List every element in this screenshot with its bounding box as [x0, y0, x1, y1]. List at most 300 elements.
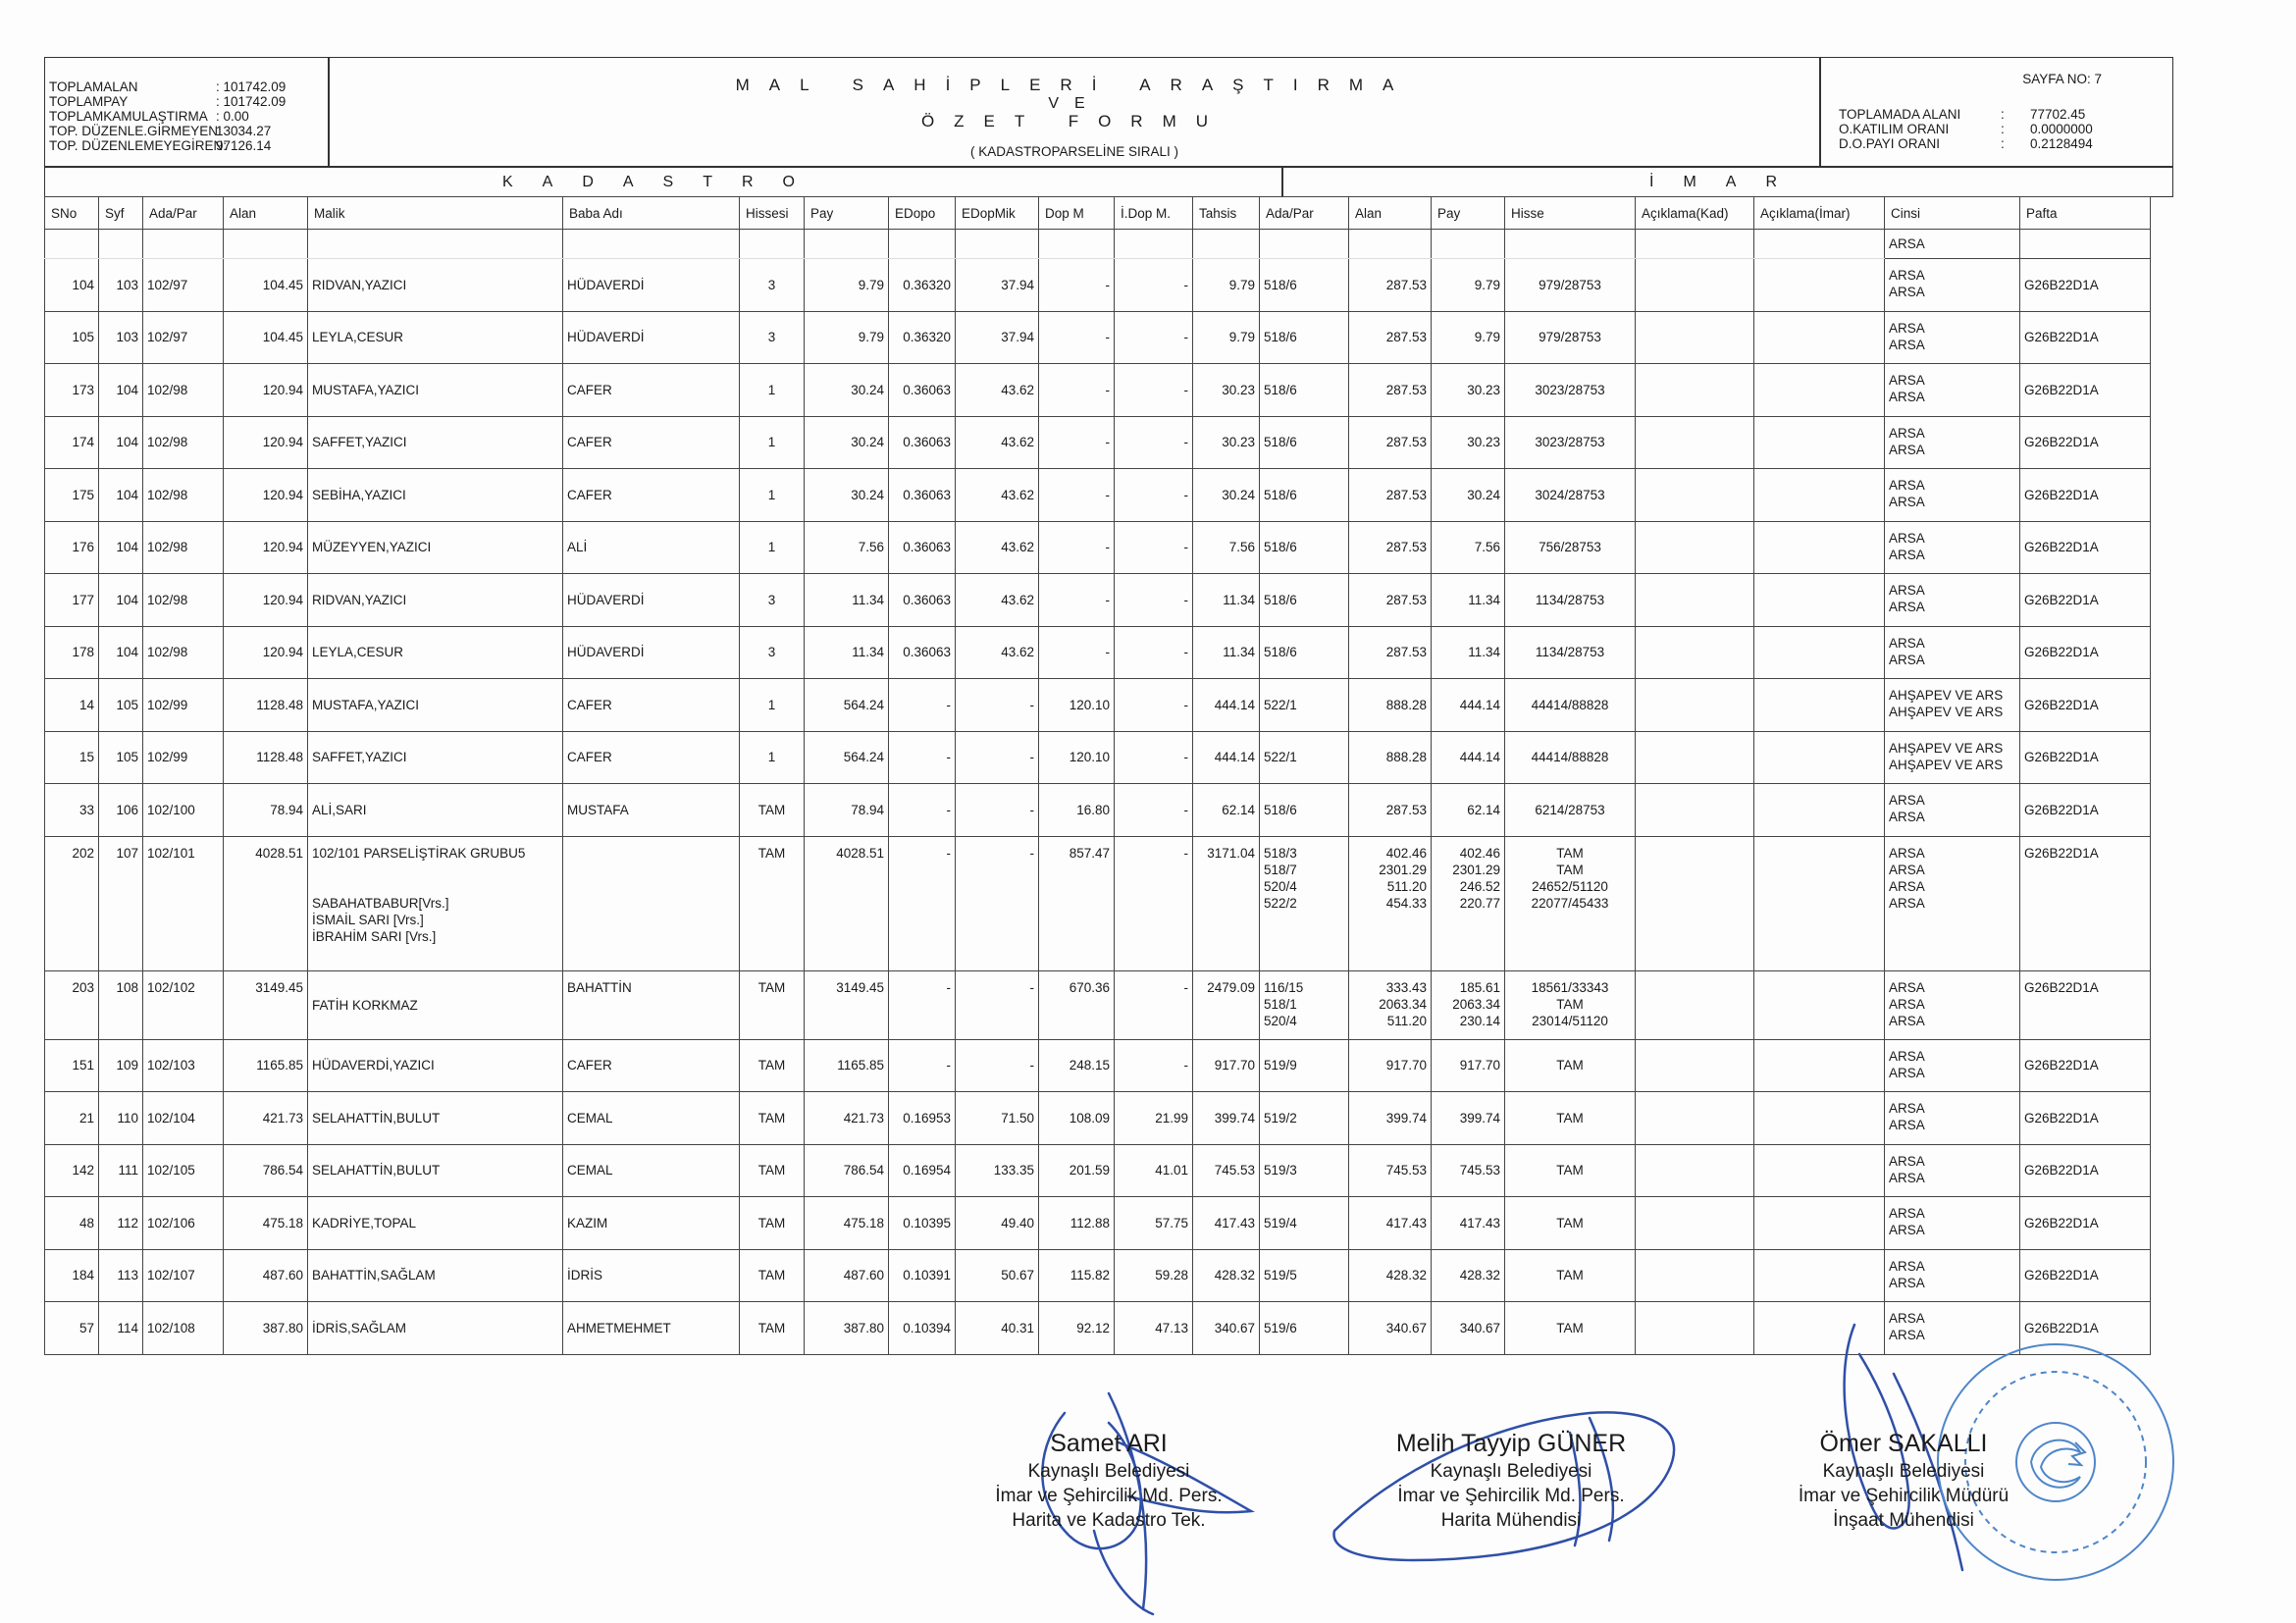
table-cell-syf: 112 — [99, 1197, 143, 1250]
table-cell-iadapar: 519/6 — [1260, 1302, 1349, 1355]
table-cell-pay: 421.73 — [805, 1092, 889, 1145]
table-cell-hisse: 3023/28753 — [1505, 364, 1636, 417]
column-header: Malik — [308, 197, 563, 230]
table-cell-hissesi: 3 — [740, 259, 805, 312]
table-cell-sno: 105 — [45, 311, 99, 364]
table-cell-idop: - — [1115, 970, 1193, 1039]
table-cell-edopo: - — [889, 970, 956, 1039]
table-cell-idop: - — [1115, 416, 1193, 469]
table-cell-sno: 14 — [45, 679, 99, 732]
table-cell-baba: MUSTAFA — [563, 784, 740, 837]
table-cell-adapar: 102/106 — [143, 1197, 224, 1250]
table-cell-tahsis: 417.43 — [1193, 1197, 1260, 1250]
table-cell-sno: 57 — [45, 1302, 99, 1355]
table-cell-edopo: 0.10394 — [889, 1302, 956, 1355]
table-cell-iadapar: 518/6 — [1260, 626, 1349, 679]
table-cell-alan: 120.94 — [224, 416, 308, 469]
table-cell-tahsis: 2479.09 — [1193, 970, 1260, 1039]
table-cell-pay: 30.24 — [805, 416, 889, 469]
signatory-dept-3: İmar ve Şehircilik Müdürü — [1798, 1486, 2009, 1506]
table-cell-hissesi: 1 — [740, 364, 805, 417]
column-header: Cinsi — [1885, 197, 2020, 230]
signatory-name-1: Samet ARI — [1050, 1430, 1168, 1457]
table-cell-pay: 786.54 — [805, 1144, 889, 1197]
table-cell-malik: KADRİYE,TOPAL — [308, 1197, 563, 1250]
table-cell-hisse: 3023/28753 — [1505, 416, 1636, 469]
table-cell-hisse: TAM — [1505, 1039, 1636, 1092]
table-cell-hissesi: 1 — [740, 469, 805, 522]
table-cell-tahsis: 11.34 — [1193, 574, 1260, 627]
table-cell-syf: 109 — [99, 1039, 143, 1092]
table-cell-edopo: 0.36063 — [889, 416, 956, 469]
table-cell-edopo: 0.10391 — [889, 1249, 956, 1302]
table-cell-pafta: G26B22D1A — [2020, 1197, 2151, 1250]
table-cell-edopmik: 50.67 — [956, 1249, 1039, 1302]
table-cell-idop: - — [1115, 521, 1193, 574]
form-title-line2: ÖZET FORMU — [920, 112, 1228, 131]
table-cell-iadapar: 522/1 — [1260, 679, 1349, 732]
table-cell-syf: 105 — [99, 731, 143, 784]
table-cell-tahsis: 444.14 — [1193, 731, 1260, 784]
table-cell-iadapar: 518/6 — [1260, 416, 1349, 469]
column-header: Pay — [805, 197, 889, 230]
table-cell-hissesi: 1 — [740, 416, 805, 469]
table-cell-hisse: TAM — [1505, 1249, 1636, 1302]
table-cell-pafta: G26B22D1A — [2020, 469, 2151, 522]
table-cell-cinsi: AHŞAPEV VE ARS AHŞAPEV VE ARS — [1885, 679, 2020, 732]
table-cell-ialan: 287.53 — [1349, 469, 1432, 522]
table-cell-hisse: 3024/28753 — [1505, 469, 1636, 522]
table-cell-hissesi: TAM — [740, 836, 805, 970]
table-cell-baba: AHMETMEHMET — [563, 1302, 740, 1355]
table-cell-alan: 120.94 — [224, 626, 308, 679]
table-cell-adapar: 102/97 — [143, 259, 224, 312]
form-subtitle: ( KADASTROPARSELİNE SIRALI ) — [969, 144, 1179, 159]
table-cell-sno: 174 — [45, 416, 99, 469]
table-cell-idop: - — [1115, 311, 1193, 364]
table-cell-hissesi: TAM — [740, 784, 805, 837]
table-cell-adapar: 102/97 — [143, 311, 224, 364]
table-cell-syf: 104 — [99, 574, 143, 627]
table-cell-edopmik: 37.94 — [956, 259, 1039, 312]
table-cell-baba: CAFER — [563, 731, 740, 784]
table-cell-hisse: TAM — [1505, 1302, 1636, 1355]
column-header: Hisse — [1505, 197, 1636, 230]
column-header: Baba Adı — [563, 197, 740, 230]
table-cell-tahsis: 745.53 — [1193, 1144, 1260, 1197]
table-cell-pafta: G26B22D1A — [2020, 1249, 2151, 1302]
table-cell-pay: 387.80 — [805, 1302, 889, 1355]
table-cell-edopo: 0.36063 — [889, 521, 956, 574]
table-cell-idop: - — [1115, 731, 1193, 784]
table-cell-alan: 78.94 — [224, 784, 308, 837]
column-header: Hissesi — [740, 197, 805, 230]
table-cell-idop: - — [1115, 679, 1193, 732]
table-cell-pay: 487.60 — [805, 1249, 889, 1302]
table-cell-edopmik: - — [956, 836, 1039, 970]
table-cell-hisse: TAM TAM 24652/51120 22077/45433 — [1505, 836, 1636, 970]
table-cell-malik: ALİ,SARI — [308, 784, 563, 837]
table-cell-sno: 142 — [45, 1144, 99, 1197]
table-cell-alan: 487.60 — [224, 1249, 308, 1302]
table-cell-edopmik: - — [956, 784, 1039, 837]
table-cell-sno: 33 — [45, 784, 99, 837]
table-cell-malik: MUSTAFA,YAZICI — [308, 364, 563, 417]
table-cell-malik: LEYLA,CESUR — [308, 626, 563, 679]
summary-colon: : — [2001, 107, 2005, 122]
table-cell-iadapar: 518/6 — [1260, 311, 1349, 364]
table-cell-ialan: 287.53 — [1349, 311, 1432, 364]
table-cell-alan: 104.45 — [224, 259, 308, 312]
column-header: Tahsis — [1193, 197, 1260, 230]
table-cell-hissesi: TAM — [740, 1092, 805, 1145]
table-cell-cinsi: ARSA ARSA ARSA — [1885, 970, 2020, 1039]
table-cell-edopmik: 40.31 — [956, 1302, 1039, 1355]
total-value: : 101742.09 — [216, 79, 287, 94]
table-cell-ialan: 745.53 — [1349, 1144, 1432, 1197]
table-cell-syf: 103 — [99, 311, 143, 364]
table-cell-ipay: 30.23 — [1432, 416, 1505, 469]
signatory-title-1: Harita ve Kadastro Tek. — [1012, 1510, 1206, 1531]
table-cell-idop: - — [1115, 364, 1193, 417]
table-cell-dopm: 120.10 — [1039, 731, 1115, 784]
table-cell-pafta: G26B22D1A — [2020, 364, 2151, 417]
column-header: EDopMik — [956, 197, 1039, 230]
table-cell-iadapar: 116/15 518/1 520/4 — [1260, 970, 1349, 1039]
table-cell-dopm: 115.82 — [1039, 1249, 1115, 1302]
table-cell-pafta: G26B22D1A — [2020, 970, 2151, 1039]
table-cell-ipay: 444.14 — [1432, 679, 1505, 732]
table-cell-tahsis: 444.14 — [1193, 679, 1260, 732]
table-cell-pafta: G26B22D1A — [2020, 731, 2151, 784]
table-cell-ialan: 287.53 — [1349, 521, 1432, 574]
form-title-ve: VE — [1048, 95, 1101, 112]
table-cell-malik: HÜDAVERDİ,YAZICI — [308, 1039, 563, 1092]
table-cell-adapar: 102/100 — [143, 784, 224, 837]
table-cell-pay: 1165.85 — [805, 1039, 889, 1092]
table-cell-edopo: 0.16953 — [889, 1092, 956, 1145]
table-cell-hisse: 18561/33343 TAM 23014/51120 — [1505, 970, 1636, 1039]
page-number: SAYFA NO: 7 — [2022, 72, 2102, 86]
table-cell-dopm: - — [1039, 259, 1115, 312]
table-cell-baba: ALİ — [563, 521, 740, 574]
table-cell-dopm: 16.80 — [1039, 784, 1115, 837]
table-cell-hissesi: 3 — [740, 311, 805, 364]
table-cell-idop: - — [1115, 469, 1193, 522]
column-header: EDopo — [889, 197, 956, 230]
table-cell-ialan: 287.53 — [1349, 259, 1432, 312]
table-cell-tahsis: 3171.04 — [1193, 836, 1260, 970]
table-cell-hisse: 44414/88828 — [1505, 679, 1636, 732]
table-cell-pafta: G26B22D1A — [2020, 574, 2151, 627]
column-header: Ada/Par — [1260, 197, 1349, 230]
table-cell-ipay: 62.14 — [1432, 784, 1505, 837]
table-cell-cinsi: ARSA ARSA — [1885, 521, 2020, 574]
table-cell-baba: CAFER — [563, 416, 740, 469]
summary-label: TOPLAMADA ALANI — [1839, 107, 1961, 122]
table-cell-cinsi: ARSA ARSA ARSA ARSA — [1885, 836, 2020, 970]
table-cell-idop: 47.13 — [1115, 1302, 1193, 1355]
table-cell-sno: 202 — [45, 836, 99, 970]
table-cell-sno: 175 — [45, 469, 99, 522]
table-cell-hisse: 1134/28753 — [1505, 574, 1636, 627]
table-cell-ialan: 287.53 — [1349, 416, 1432, 469]
table-cell-tahsis: 11.34 — [1193, 626, 1260, 679]
table-cell-pafta: G26B22D1A — [2020, 679, 2151, 732]
table-cell-ipay: 7.56 — [1432, 521, 1505, 574]
table-cell-adapar: 102/108 — [143, 1302, 224, 1355]
table-cell-pay: 30.24 — [805, 364, 889, 417]
table-cell-alan: 387.80 — [224, 1302, 308, 1355]
total-value: : 0.00 — [216, 109, 249, 124]
table-cell-syf: 114 — [99, 1302, 143, 1355]
table-cell-tahsis: 30.23 — [1193, 416, 1260, 469]
table-cell-idop: - — [1115, 836, 1193, 970]
table-cell-hissesi: 1 — [740, 521, 805, 574]
table-cell-ipay: 917.70 — [1432, 1039, 1505, 1092]
table-cell-sno: 104 — [45, 259, 99, 312]
table-cell-ialan: 417.43 — [1349, 1197, 1432, 1250]
table-cell-edopo: - — [889, 679, 956, 732]
table-cell-hissesi: TAM — [740, 1144, 805, 1197]
table-cell-malik: SELAHATTİN,BULUT — [308, 1092, 563, 1145]
table-cell-ipay: 417.43 — [1432, 1197, 1505, 1250]
table-cell-syf: 104 — [99, 416, 143, 469]
table-cell-pafta: G26B22D1A — [2020, 1092, 2151, 1145]
table-cell-iadapar: 518/6 — [1260, 574, 1349, 627]
table-cell-cinsi: ARSA ARSA — [1885, 1197, 2020, 1250]
table-cell-ipay: 11.34 — [1432, 574, 1505, 627]
table-cell-ialan: 333.43 2063.34 511.20 — [1349, 970, 1432, 1039]
table-cell-baba: KAZIM — [563, 1197, 740, 1250]
table-cell-alan: 120.94 — [224, 574, 308, 627]
table-cell-edopmik: - — [956, 970, 1039, 1039]
table-cell-ialan: 340.67 — [1349, 1302, 1432, 1355]
table-cell-alan: 475.18 — [224, 1197, 308, 1250]
table-cell-ialan: 888.28 — [1349, 679, 1432, 732]
column-header: Pafta — [2020, 197, 2151, 230]
table-cell-tahsis: 917.70 — [1193, 1039, 1260, 1092]
column-header: Alan — [1349, 197, 1432, 230]
table-cell-hissesi: 3 — [740, 626, 805, 679]
table-cell-malik: RIDVAN,YAZICI — [308, 574, 563, 627]
total-value: : 101742.09 — [216, 94, 287, 109]
table-cell-syf: 111 — [99, 1144, 143, 1197]
signatory-org-1: Kaynaşlı Belediyesi — [1027, 1461, 1190, 1482]
table-cell-dopm: 108.09 — [1039, 1092, 1115, 1145]
table-cell-hissesi: 3 — [740, 574, 805, 627]
signature-block-1 — [942, 1428, 1276, 1533]
table-cell-malik: SAFFET,YAZICI — [308, 416, 563, 469]
table-cell-pafta: G26B22D1A — [2020, 1144, 2151, 1197]
table-cell-malik: SELAHATTİN,BULUT — [308, 1144, 563, 1197]
table-cell-edopmik: - — [956, 1039, 1039, 1092]
column-header: Syf — [99, 197, 143, 230]
table-cell-edopmik: 43.62 — [956, 469, 1039, 522]
signatory-title-2: Harita Mühendisi — [1440, 1510, 1582, 1531]
table-cell-ialan: 428.32 — [1349, 1249, 1432, 1302]
signatory-name-3: Ömer SAKALLI — [1819, 1430, 1988, 1457]
table-cell-iadapar: 518/6 — [1260, 259, 1349, 312]
table-cell-dopm: 120.10 — [1039, 679, 1115, 732]
table-cell-sno: 173 — [45, 364, 99, 417]
table-cell-ipay: 11.34 — [1432, 626, 1505, 679]
table-cell-alan: 1128.48 — [224, 731, 308, 784]
table-cell-syf: 103 — [99, 259, 143, 312]
table-cell-cinsi: ARSA ARSA — [1885, 1039, 2020, 1092]
table-cell-dopm: 670.36 — [1039, 970, 1115, 1039]
total-label: TOP. DÜZENLEMEYEGİREN: — [49, 138, 228, 153]
table-cell-adapar: 102/98 — [143, 521, 224, 574]
table-cell-cinsi: AHŞAPEV VE ARS AHŞAPEV VE ARS — [1885, 731, 2020, 784]
table-cell-baba: HÜDAVERDİ — [563, 311, 740, 364]
table-cell-syf: 106 — [99, 784, 143, 837]
summary-value: 0.2128494 — [2030, 136, 2093, 151]
summary-value: 77702.45 — [2030, 107, 2086, 122]
total-label: TOPLAMPAY — [49, 94, 129, 109]
table-cell-idop: - — [1115, 259, 1193, 312]
table-cell-adapar: 102/101 — [143, 836, 224, 970]
table-cell-cinsi: ARSA ARSA — [1885, 364, 2020, 417]
table-cell-edopmik: 43.62 — [956, 364, 1039, 417]
total-label: TOPLAMALAN — [49, 79, 138, 94]
table-cell-hisse: TAM — [1505, 1144, 1636, 1197]
table-cell-hisse: 979/28753 — [1505, 311, 1636, 364]
table-cell-hisse: TAM — [1505, 1197, 1636, 1250]
table-cell-edopmik: 71.50 — [956, 1092, 1039, 1145]
table-cell-cinsi: ARSA ARSA — [1885, 311, 2020, 364]
table-cell-tahsis: 428.32 — [1193, 1249, 1260, 1302]
table-cell-adapar: 102/98 — [143, 416, 224, 469]
table-cell-adapar: 102/98 — [143, 626, 224, 679]
table-cell-idop: - — [1115, 574, 1193, 627]
table-cell-dopm: - — [1039, 469, 1115, 522]
table-cell-iadapar: 519/2 — [1260, 1092, 1349, 1145]
table-cell-pay: 9.79 — [805, 259, 889, 312]
table-cell-cinsi: ARSA ARSA — [1885, 469, 2020, 522]
table-cell-alan: 120.94 — [224, 469, 308, 522]
table-cell-malik: FATİH KORKMAZ — [308, 970, 563, 1039]
table-cell-pafta: G26B22D1A — [2020, 626, 2151, 679]
table-cell-sno: 176 — [45, 521, 99, 574]
table-cell-alan: 786.54 — [224, 1144, 308, 1197]
table-cell-syf: 113 — [99, 1249, 143, 1302]
table-cell-idop: 57.75 — [1115, 1197, 1193, 1250]
total-value: 97126.14 — [216, 138, 272, 153]
table-cell-iadapar: 522/1 — [1260, 731, 1349, 784]
table-cell-pay: 475.18 — [805, 1197, 889, 1250]
table-cell-edopmik: - — [956, 731, 1039, 784]
table-cell-pay: 78.94 — [805, 784, 889, 837]
table-cell-malik: SEBİHA,YAZICI — [308, 469, 563, 522]
table-cell-dopm: 201.59 — [1039, 1144, 1115, 1197]
table-cell-cinsi: ARSA ARSA — [1885, 259, 2020, 312]
table-cell-hissesi: 1 — [740, 731, 805, 784]
table-cell-pay: 3149.45 — [805, 970, 889, 1039]
table-cell-syf: 107 — [99, 836, 143, 970]
table-cell-iadapar: 519/3 — [1260, 1144, 1349, 1197]
table-cell-dopm: - — [1039, 416, 1115, 469]
table-cell-edopo: - — [889, 784, 956, 837]
table-cell-cinsi: ARSA ARSA — [1885, 1302, 2020, 1355]
table-cell-ipay: 30.23 — [1432, 364, 1505, 417]
table-cell-syf: 105 — [99, 679, 143, 732]
table-cell-ialan: 287.53 — [1349, 574, 1432, 627]
table-cell-baba: HÜDAVERDİ — [563, 259, 740, 312]
summary-value: 0.0000000 — [2030, 122, 2093, 136]
table-cell-pay: 11.34 — [805, 574, 889, 627]
table-cell-tahsis: 9.79 — [1193, 259, 1260, 312]
table-cell-ipay: 9.79 — [1432, 259, 1505, 312]
table-cell-cinsi: ARSA — [1885, 230, 2020, 259]
table-cell-pafta: G26B22D1A — [2020, 1302, 2151, 1355]
signatory-title-3: İnşaat Mühendisi — [1833, 1510, 1974, 1531]
table-cell-iadapar: 518/6 — [1260, 521, 1349, 574]
table-cell-baba: HÜDAVERDİ — [563, 626, 740, 679]
table-cell-hisse: 979/28753 — [1505, 259, 1636, 312]
table-cell-baba: HÜDAVERDİ — [563, 574, 740, 627]
table-cell-malik: MÜZEYYEN,YAZICI — [308, 521, 563, 574]
table-cell-pafta: G26B22D1A — [2020, 1039, 2151, 1092]
table-cell-edopo: 0.36063 — [889, 469, 956, 522]
table-cell-baba: BAHATTİN — [563, 970, 740, 1039]
table-cell-malik: 102/101 PARSELİŞTİRAK GRUBU5 SABAHATBABUR[Vrs.] İSMAİL SARI [Vrs.] İBRAHİM SARI [Vrs.] — [308, 836, 563, 970]
table-cell-pay: 7.56 — [805, 521, 889, 574]
table-cell-sno: 184 — [45, 1249, 99, 1302]
table-cell-iadapar: 518/3 518/7 520/4 522/2 — [1260, 836, 1349, 970]
table-cell-cinsi: ARSA ARSA — [1885, 784, 2020, 837]
table-cell-edopo: - — [889, 836, 956, 970]
table-cell-iadapar: 519/5 — [1260, 1249, 1349, 1302]
table-cell-dopm: - — [1039, 626, 1115, 679]
table-cell-edopmik: 43.62 — [956, 416, 1039, 469]
signatory-dept-2: İmar ve Şehircilik Md. Pers. — [1397, 1486, 1625, 1506]
table-cell-tahsis: 399.74 — [1193, 1092, 1260, 1145]
table-cell-dopm: - — [1039, 364, 1115, 417]
table-cell-adapar: 102/105 — [143, 1144, 224, 1197]
table-cell-alan: 421.73 — [224, 1092, 308, 1145]
table-cell-baba: CEMAL — [563, 1092, 740, 1145]
table-cell-sno: 15 — [45, 731, 99, 784]
table-cell-pay: 564.24 — [805, 679, 889, 732]
table-cell-baba: CAFER — [563, 469, 740, 522]
table-cell-ipay: 444.14 — [1432, 731, 1505, 784]
table-cell-ialan: 287.53 — [1349, 364, 1432, 417]
table-cell-dopm: 857.47 — [1039, 836, 1115, 970]
table-cell-tahsis: 62.14 — [1193, 784, 1260, 837]
table-cell-edopmik: 37.94 — [956, 311, 1039, 364]
table-cell-pafta: G26B22D1A — [2020, 836, 2151, 970]
table-cell-malik: İDRİS,SAĞLAM — [308, 1302, 563, 1355]
table-cell-baba: CAFER — [563, 364, 740, 417]
table-cell-hisse: TAM — [1505, 1092, 1636, 1145]
table-cell-tahsis: 30.23 — [1193, 364, 1260, 417]
table-cell-ipay: 30.24 — [1432, 469, 1505, 522]
table-cell-edopo: 0.10395 — [889, 1197, 956, 1250]
signatory-name-2: Melih Tayyip GÜNER — [1395, 1430, 1627, 1457]
total-label: TOPLAMKAMULAŞTIRMA — [49, 109, 208, 124]
table-cell-pafta: G26B22D1A — [2020, 311, 2151, 364]
table-cell-baba: İDRİS — [563, 1249, 740, 1302]
table-cell-ipay: 340.67 — [1432, 1302, 1505, 1355]
table-cell-ipay: 745.53 — [1432, 1144, 1505, 1197]
signature-block-3 — [1747, 1428, 2061, 1533]
table-cell-alan: 1165.85 — [224, 1039, 308, 1092]
table-cell-ipay: 399.74 — [1432, 1092, 1505, 1145]
table-cell-dopm: - — [1039, 574, 1115, 627]
table-cell-baba: CAFER — [563, 679, 740, 732]
column-header: Açıklama(Kad) — [1636, 197, 1754, 230]
